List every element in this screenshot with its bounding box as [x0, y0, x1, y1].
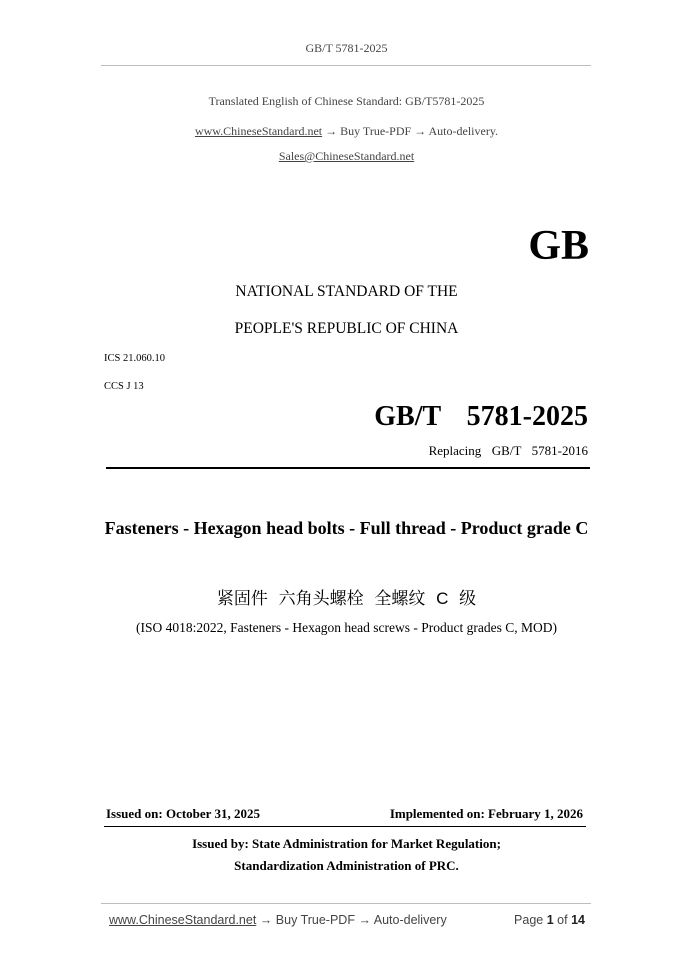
issued-by-line-2: Standardization Administration of PRC.: [234, 858, 459, 873]
footer-buy-text: Buy True-PDF: [275, 913, 355, 927]
header-divider: [101, 65, 591, 66]
site-link[interactable]: www.ChineseStandard.net: [194, 124, 323, 138]
footer-divider: [101, 903, 591, 904]
footer-delivery-text: Auto-delivery: [373, 913, 447, 927]
ccs-code: CCS J 13: [104, 381, 144, 392]
standard-number: GB/T 5781-2025: [374, 401, 588, 432]
sales-line: [0, 149, 693, 164]
translated-notice: Translated English of Chinese Standard: GB/T5781-2025: [208, 94, 485, 108]
national-standard-line-1: NATIONAL STANDARD OF THE: [235, 283, 458, 300]
title-divider: [106, 467, 590, 469]
gb-logo: GB: [528, 223, 589, 269]
arrow-right-icon: →: [414, 124, 427, 138]
buy-text: Buy True-PDF: [340, 124, 412, 138]
running-header: GB/T 5781-2025: [305, 41, 388, 55]
replacing-standard: Replacing GB/T 5781-2016: [428, 443, 588, 458]
footer-site-link[interactable]: www.ChineseStandard.net: [109, 913, 257, 927]
arrow-right-icon: →: [358, 913, 371, 927]
chinese-title: 紧固件 六角头螺栓 全螺纹 C 级: [216, 589, 477, 608]
iso-reference: (ISO 4018:2022, Fasteners - Hexagon head screws - Product grades C, MOD): [135, 620, 558, 635]
english-title: Fasteners - Hexagon head bolts - Full thread - Product grade C: [104, 518, 589, 538]
issued-by-line-1: Issued by: State Administration for Market Regulation;: [192, 836, 501, 851]
of-label: of: [557, 913, 568, 927]
sales-email-link[interactable]: Sales@ChineseStandard.net: [278, 149, 415, 163]
arrow-right-icon: →: [325, 124, 338, 138]
footer-promo: [109, 913, 447, 927]
page-total: 14: [571, 913, 585, 927]
page-label: Page: [514, 913, 544, 927]
dates-divider: [104, 826, 586, 827]
arrow-right-icon: →: [259, 913, 273, 927]
delivery-text: Auto-delivery.: [428, 124, 499, 138]
page-number: 1: [546, 913, 554, 927]
issued-on-date: Issued on: October 31, 2025: [106, 806, 260, 821]
promo-line: [0, 124, 693, 139]
national-standard-line-2: PEOPLE'S REPUBLIC OF CHINA: [234, 320, 459, 337]
ics-code: ICS 21.060.10: [104, 353, 165, 364]
implemented-on-date: Implemented on: February 1, 2026: [389, 806, 583, 821]
page-counter: [514, 913, 585, 927]
